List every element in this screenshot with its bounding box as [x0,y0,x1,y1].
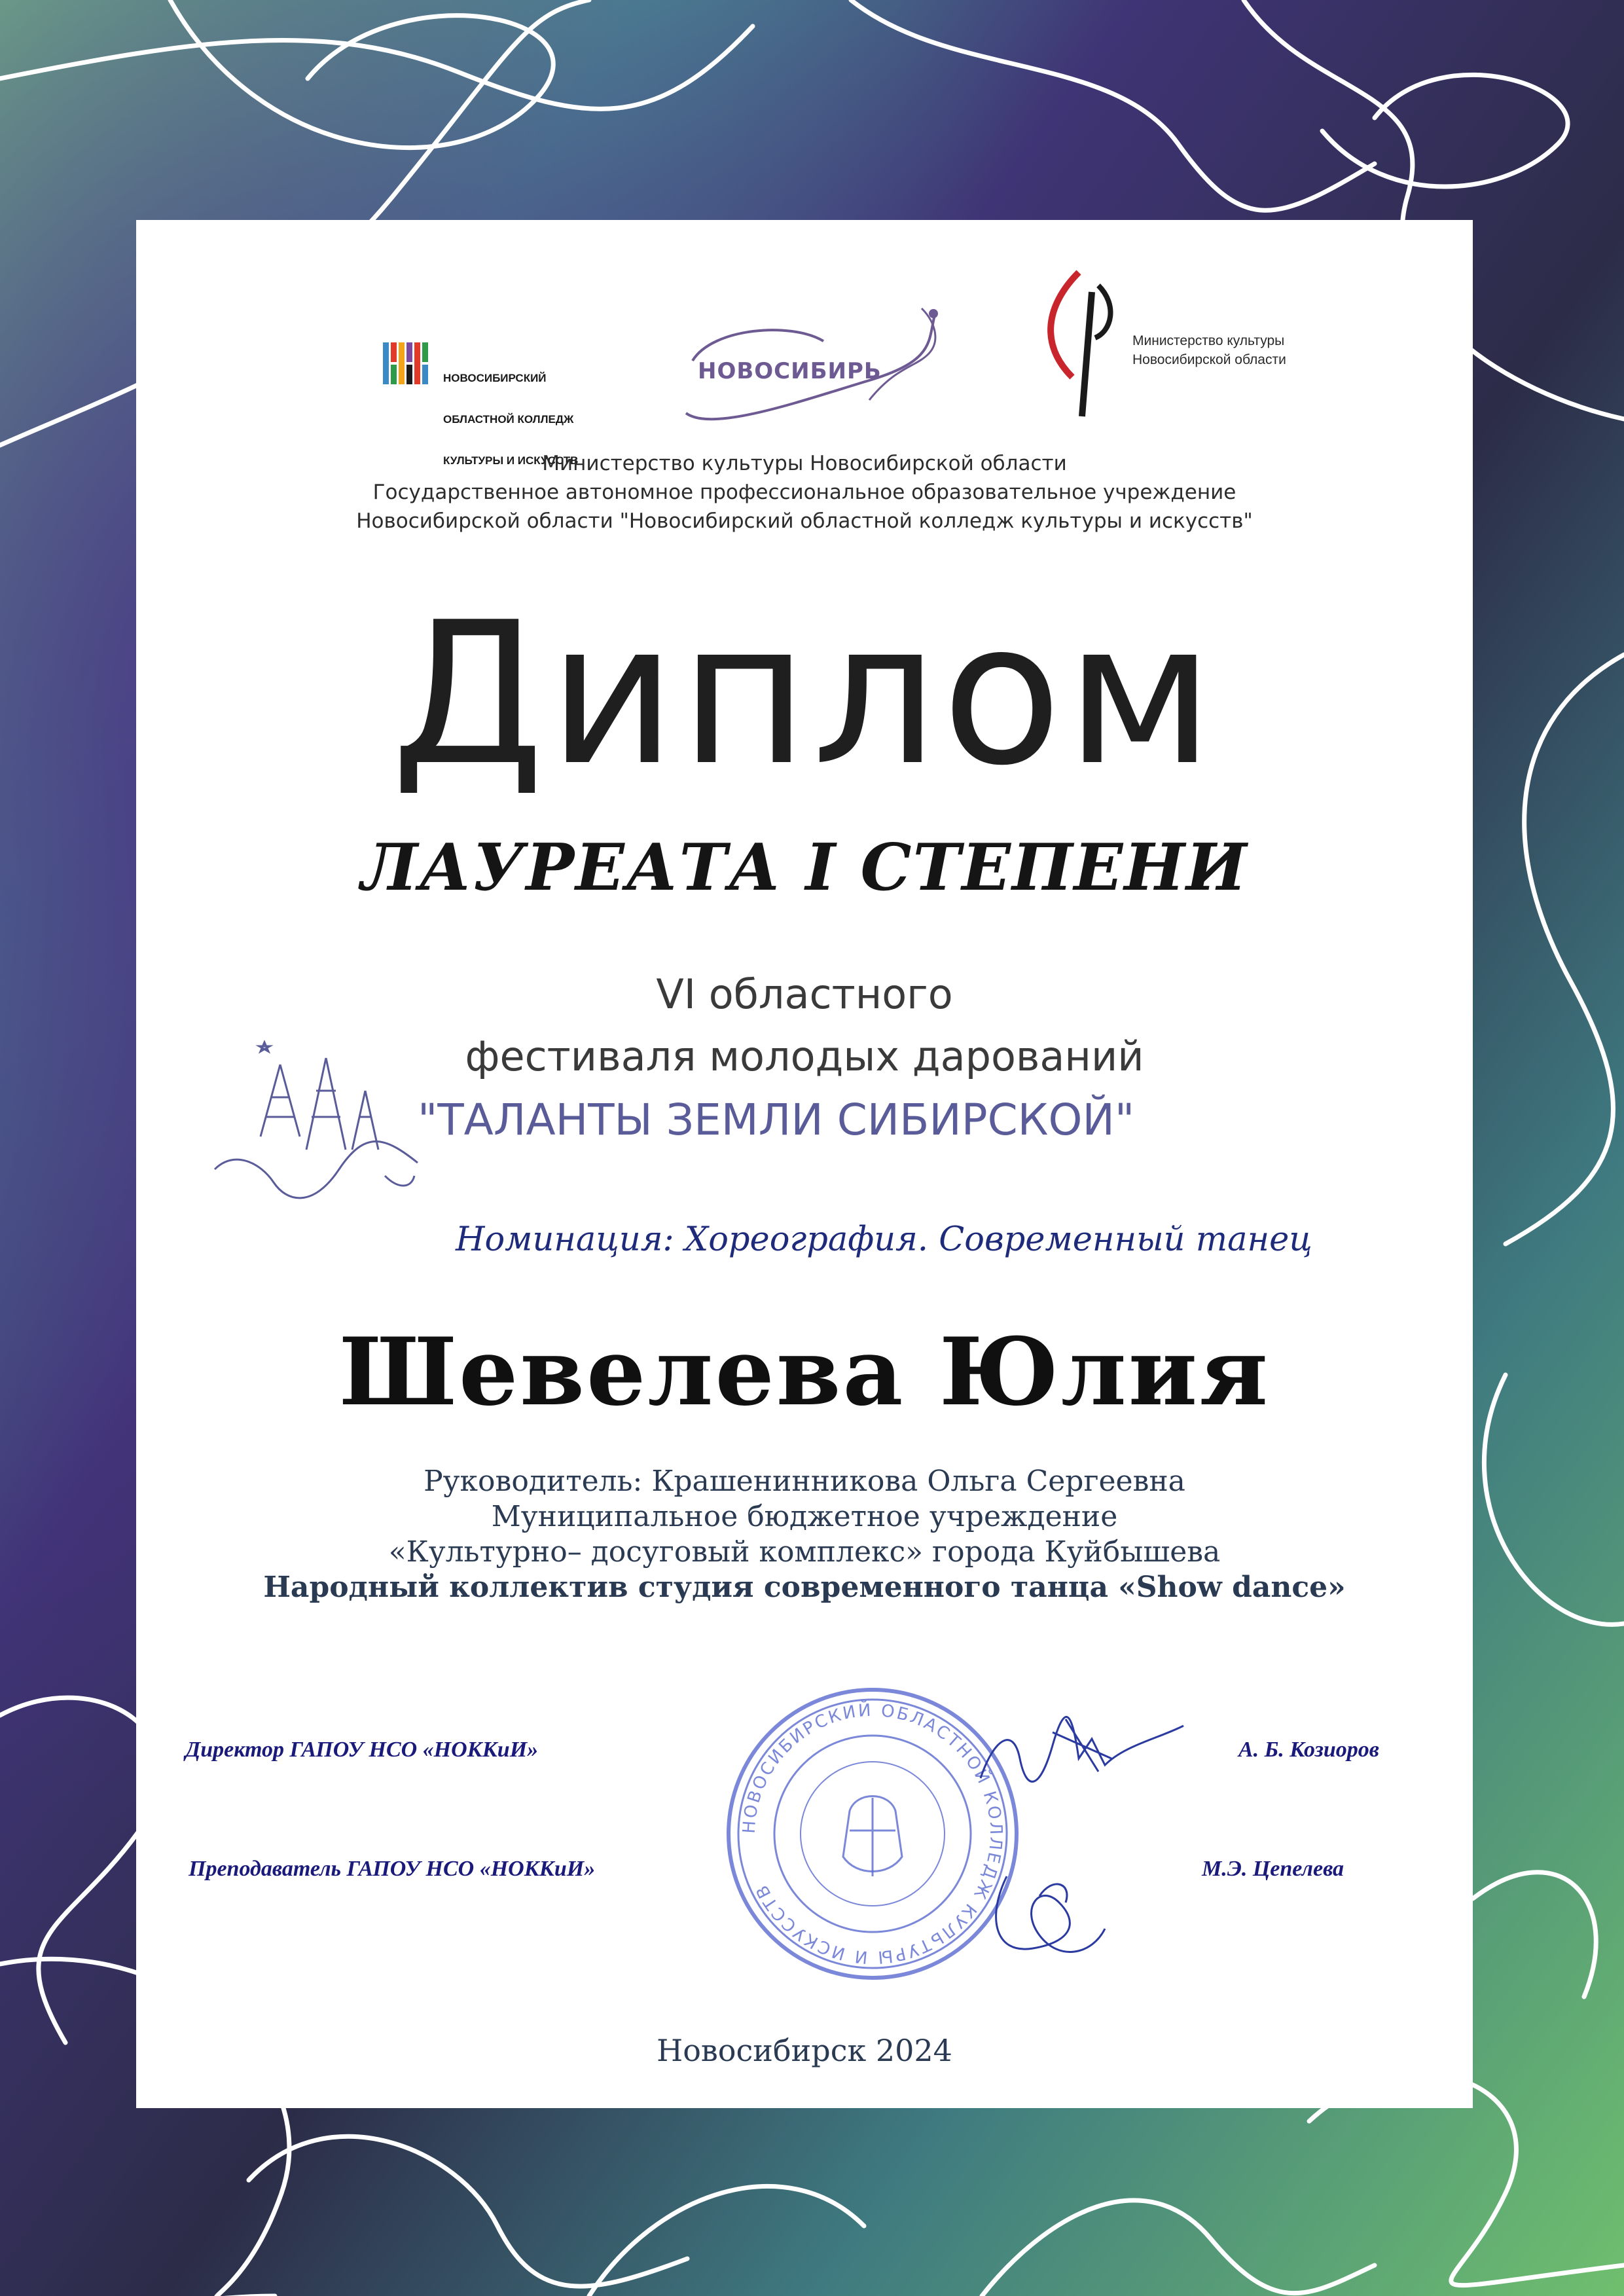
college-logo-line: ОБЛАСТНОЙ КОЛЛЕДЖ [443,413,574,426]
ministry-logo-line: Министерство культуры [1132,333,1285,348]
collective-line: Народный коллектив студия современного танца «Show dance» [263,1571,1346,1604]
seal-text: НОВОСИБИРСКИЙ ОБЛАСТНОЙ КОЛЛЕДЖ КУЛЬТУРЫ И ИСКУССТВ [739,1700,1006,1967]
teacher-title: Преподаватель ГАПОУ НСО «НОККиИ» [189,1857,596,1881]
teacher-name: М.Э. Цепелева [1202,1857,1344,1881]
leader-line: Руководитель: Крашенинникова Ольга Сергеевна [424,1465,1185,1498]
header-line: Новосибирской области "Новосибирский областной колледж культуры и искусств" [356,509,1253,533]
recipient-name: Шевелева Юлия [338,1318,1271,1427]
director-signature-icon [974,1700,1190,1798]
header-line: Государственное автономное профессиональное образовательное учреждение [372,481,1236,504]
teacher-signature-icon [981,1863,1111,1961]
college-logo-line: КУЛЬТУРЫ И ИСКУССТВ [443,454,579,467]
director-name: А. Б. Козиоров [1238,1738,1379,1762]
header-line: Министерство культуры Новосибирской области [542,452,1067,475]
festival-edition: VI областного [656,970,953,1018]
ministry-logo-line: Новосибирской области [1132,352,1286,367]
laureate-degree: ЛАУРЕАТА I СТЕПЕНИ [361,830,1248,905]
ministry-logo-icon [1033,266,1125,423]
city-year: Новосибирск 2024 [657,2033,952,2068]
organization-line: Муниципальное бюджетное учреждение [491,1500,1118,1533]
nomination: Номинация: Хореография. Современный танец [456,1220,1312,1259]
diploma-sheet [136,220,1473,2108]
recipient-info [136,1464,1473,1605]
novosibir-logo [673,302,961,433]
college-logo-line: НОВОСИБИРСКИЙ [443,372,547,384]
director-title: Директор ГАПОУ НСО «НОККиИ» [185,1738,539,1762]
issuer-header [136,449,1473,536]
organization-line: «Культурно– досуговый комплекс» города Куйбышева [388,1535,1221,1569]
festival-description: фестиваля молодых дарований [465,1032,1144,1080]
novosibir-logo-text: НОВОСИБИРЬ [698,358,882,384]
ministry-logo [1033,266,1327,423]
trees-emblem-icon [208,1038,424,1202]
diploma-title: Диплом [391,580,1218,809]
college-logo [383,341,605,467]
festival-name: "ТАЛАНТЫ ЗЕМЛИ СИБИРСКОЙ" [418,1095,1135,1145]
college-logo-icon [383,341,434,387]
